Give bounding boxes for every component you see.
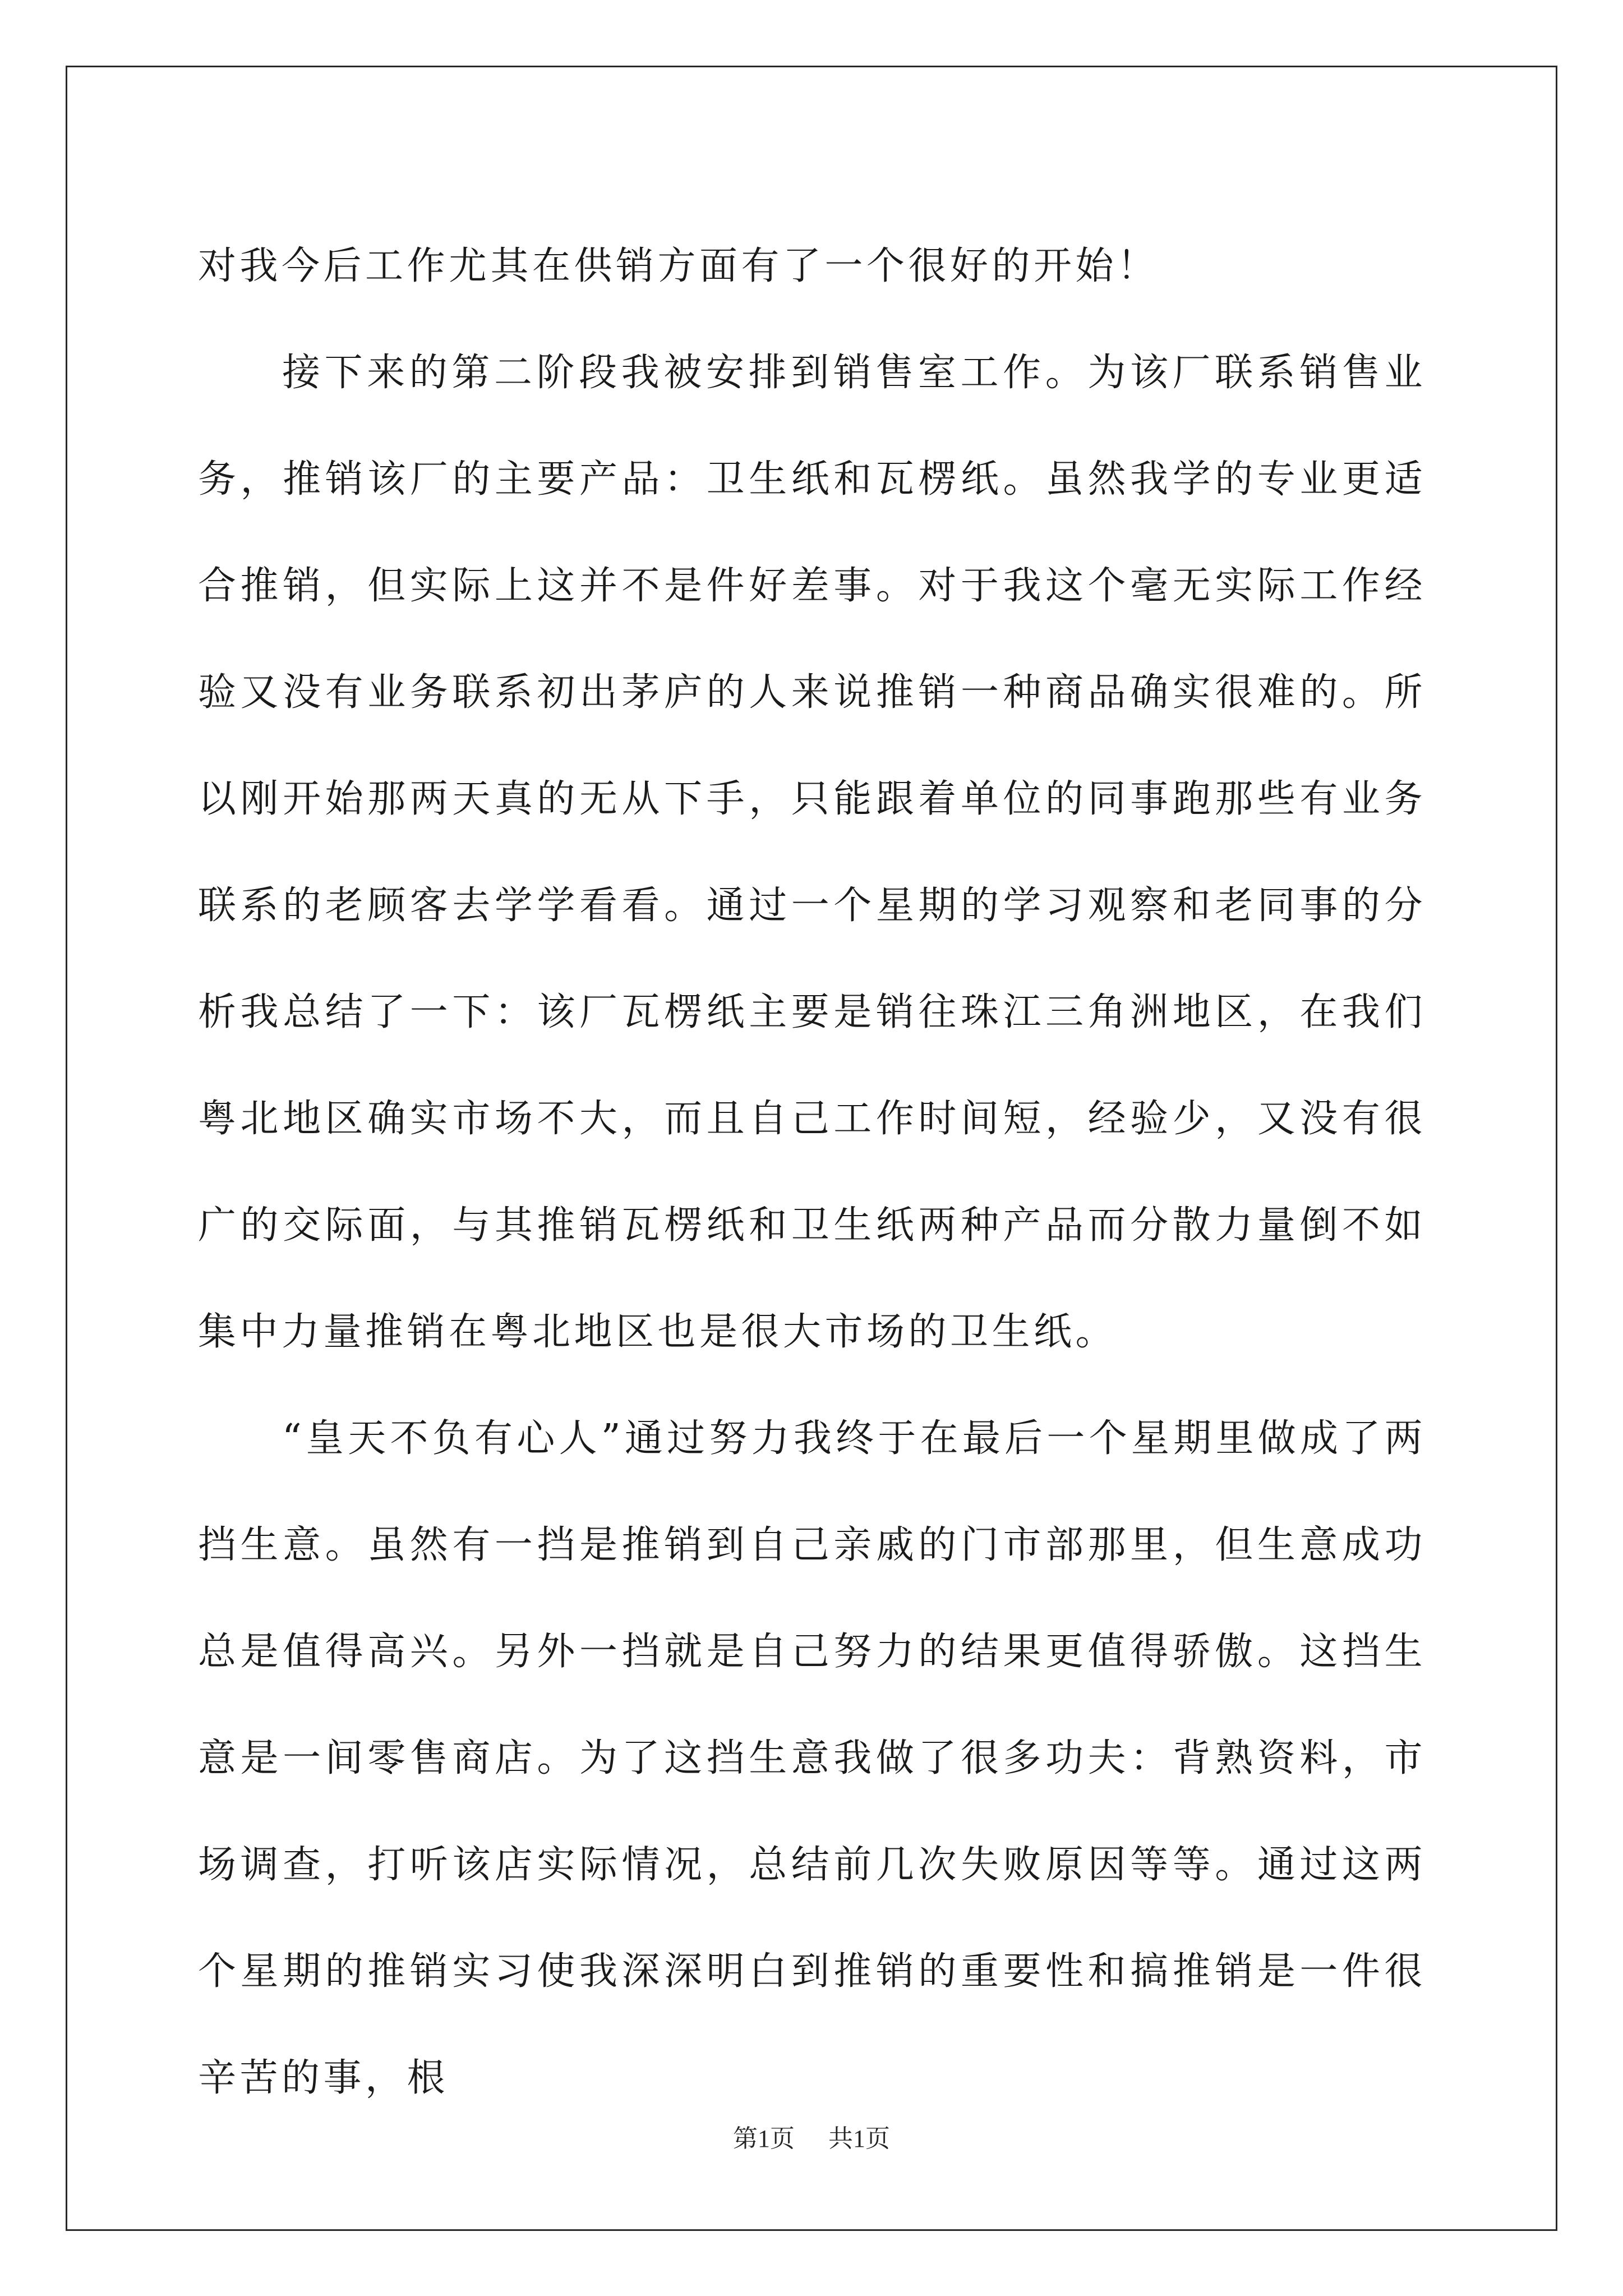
page-total: 共1页 [828,2125,890,2152]
paragraph-3: “皇天不负有心人”通过努力我终于在最后一个星期里做成了两挡生意。虽然有一挡是推销到自己亲戚的门市部那里，但生意成功总是值得高兴。另外一挡就是自己努力的结果更值得骄傲。这挡生意是一间零售商店。为了这挡生意我做了很多功夫：背熟资料，市场调查，打听该店实际情况，总结前几次失败原因等等。通过这两个星期的推销实习使我深深明白到推销的重要性和搞推销是一件很辛苦的事，根 [198,1416,1426,2100]
paragraph-2: 接下来的第二阶段我被安排到销售室工作。为该厂联系销售业务，推销该厂的主要产品：卫生纸和瓦楞纸。虽然我学的专业更适合推销，但实际上这并不是件好差事。对于我这个毫无实际工作经验又没有业务联系初出茅庐的人来说推销一种商品确实很难的。所以刚开始那两天真的无从下手，只能跟着单位的同事跑那些有业务联系的老顾客去学学看看。通过一个星期的学习观察和老同事的分析我总结了一下：该厂瓦楞纸主要是销往珠江三角洲地区，在我们粤北地区确实市场不大，而且自己工作时间短，经验少，又没有很广的交际面，与其推销瓦楞纸和卫生纸两种产品而分散力量倒不如集中力量推销在粤北地区也是很大市场的卫生纸。 [198,351,1426,1354]
paragraph-1: 对我今后工作尤其在供销方面有了一个很好的开始！ [198,244,1159,288]
page-footer [0,2122,1623,2156]
page-number: 第1页 [733,2125,795,2152]
document-body [198,213,1426,2132]
